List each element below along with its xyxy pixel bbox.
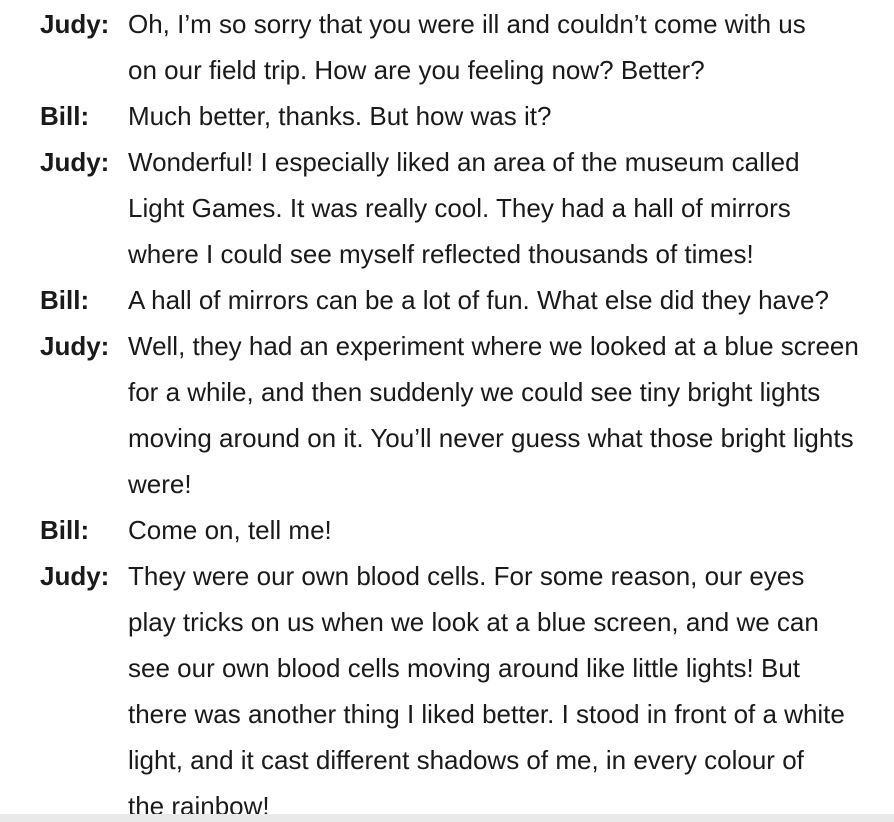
- dialogue-turn: [0, 139, 894, 277]
- dialogue-line: [128, 323, 880, 507]
- speaker-label: Bill:: [40, 101, 90, 131]
- dialogue-turn: [0, 553, 894, 814]
- speaker-label: Judy:: [40, 331, 110, 361]
- text-line: moving around on it. You’ll never guess what those bright lights: [128, 423, 854, 453]
- text-line: where I could see myself reflected thousands of times!: [128, 239, 754, 269]
- dialogue-line: [128, 277, 880, 323]
- speaker-label: Judy:: [40, 561, 110, 591]
- dialogue-line: [128, 507, 880, 553]
- text-line: They were our own blood cells. For some reason, our eyes: [128, 561, 805, 591]
- dialogue-turn: [0, 323, 894, 507]
- dialogue-line: [128, 139, 880, 277]
- dialogue-turn: [0, 507, 894, 553]
- text-line: Oh, I’m so sorry that you were ill and couldn’t come with us: [128, 9, 806, 39]
- dialogue-turn: [0, 1, 894, 93]
- text-line: Light Games. It was really cool. They had a hall of mirrors: [128, 193, 791, 223]
- speaker-label: Bill:: [40, 515, 90, 545]
- text-line: for a while, and then suddenly we could see tiny bright lights: [128, 377, 821, 407]
- text-line: light, and it cast different shadows of me, in every colour of: [128, 745, 804, 775]
- dialogue-line: [128, 1, 880, 93]
- text-line: A hall of mirrors can be a lot of fun. What else did they have?: [128, 285, 829, 315]
- text-line: Well, they had an experiment where we looked at a blue screen: [128, 331, 859, 361]
- text-line: were!: [128, 469, 192, 499]
- speaker-label: Bill:: [40, 285, 90, 315]
- dialogue-line: [128, 553, 880, 814]
- text-line: Come on, tell me!: [128, 515, 332, 545]
- dialogue-turn: [0, 277, 894, 323]
- text-line: the rainbow!: [128, 791, 270, 814]
- text-line: on our field trip. How are you feeling now? Better?: [128, 55, 705, 85]
- text-line: see our own blood cells moving around like little lights! But: [128, 653, 801, 683]
- text-line: play tricks on us when we look at a blue screen, and we can: [128, 607, 819, 637]
- dialogue-turn: [0, 93, 894, 139]
- text-line: Wonderful! I especially liked an area of the museum called: [128, 147, 800, 177]
- speaker-label: Judy:: [40, 9, 110, 39]
- dialogue-line: [128, 93, 880, 139]
- text-line: Much better, thanks. But how was it?: [128, 101, 552, 131]
- speaker-label: Judy:: [40, 147, 110, 177]
- text-line: there was another thing I liked better. I stood in front of a white: [128, 699, 845, 729]
